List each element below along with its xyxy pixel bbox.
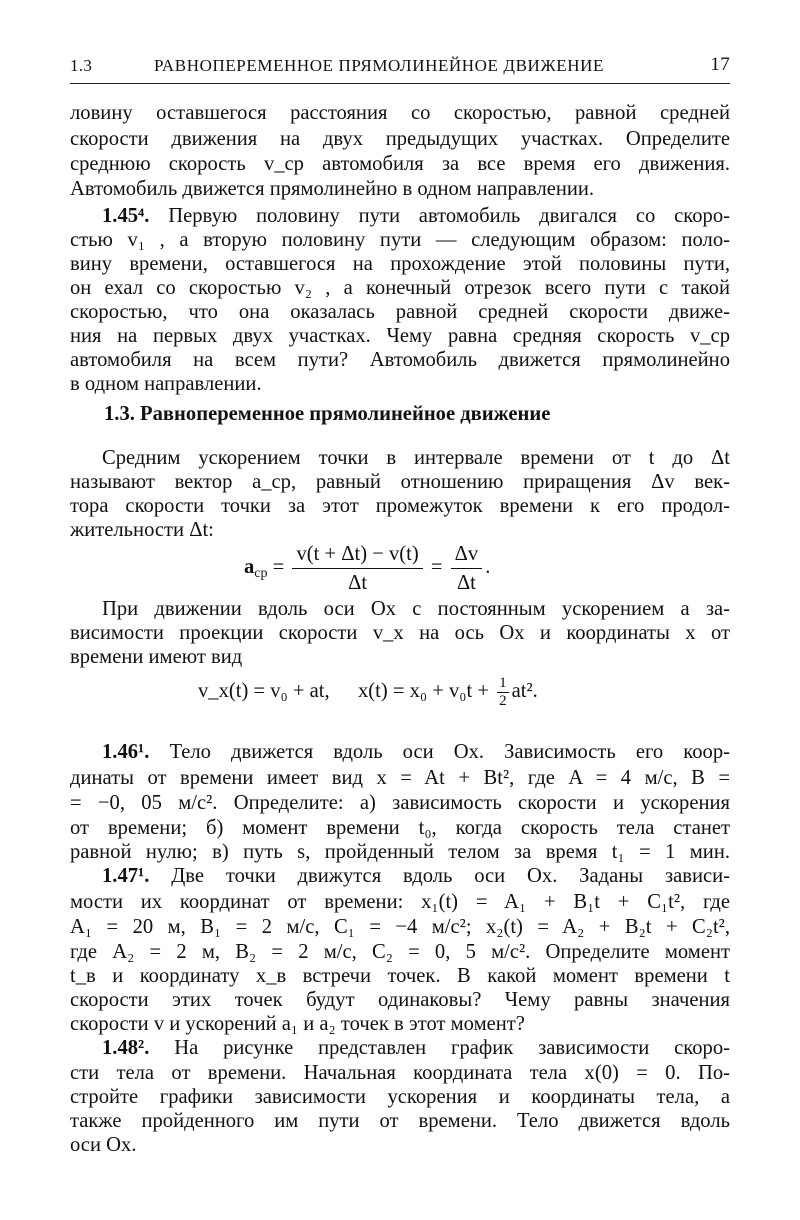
fraction-numerator: 1	[499, 675, 507, 691]
text-line: = −0, 05 м/с². Определите: а) зависимость скорости и ускорения	[70, 792, 730, 814]
text-line: стройте графики зависимости ускорения и координаты тела, а	[70, 1086, 730, 1108]
average-acceleration-formula	[244, 540, 490, 597]
problem-text: Первую половину пути автомобиль двигался со скоро-	[168, 205, 730, 227]
text-line: жительности Δt:	[70, 519, 214, 541]
text-line: скорости v и ускорений a₁ и a₂ точек в этот момент?	[70, 1013, 525, 1035]
text-line: сти тела от времени. Начальная координата тела x(0) = 0. По-	[70, 1062, 730, 1084]
problem-number: 1.46¹.	[102, 741, 150, 763]
fraction-denominator: Δt	[456, 572, 476, 594]
problem-1-47-first-line	[102, 864, 730, 888]
period: .	[485, 556, 491, 579]
fraction	[292, 540, 422, 597]
problem-text: Две точки движутся вдоль оси Ox. Заданы зависи-	[171, 865, 730, 887]
text-line: в одном направлении.	[70, 373, 262, 395]
text-line: A₁ = 20 м, B₁ = 2 м/с, C₁ = −4 м/с²; x₂(t) = A₂ + B₂t + C₂t²,	[70, 916, 730, 938]
equals-sign: =	[272, 556, 285, 579]
text-line: динаты от времени имеет вид x = At + Bt², где A = 4 м/с, B =	[70, 767, 730, 789]
text-line: висимости проекции скорости v_x на ось Ox и координаты x от	[70, 622, 730, 644]
text-line: Автомобиль движется прямолинейно в одном направлении.	[70, 178, 595, 200]
header-section-number: 1.3	[70, 56, 93, 75]
text-line: скорости движения на двух предыдущих участках. Определите	[70, 128, 730, 150]
problem-text: На рисунке представлен график зависимости скоро-	[174, 1037, 731, 1059]
kinematics-formula	[198, 675, 538, 710]
text-line: ловину оставшегося расстояния со скоростью, равной средней	[70, 102, 730, 124]
fraction	[451, 540, 483, 597]
header-section-title: РАВНОПЕРЕМЕННОЕ ПРЯМОЛИНЕЙНОЕ ДВИЖЕНИЕ	[154, 56, 604, 75]
problem-1-45-first-line	[102, 204, 730, 228]
text-line: равной нулю; в) путь s, пройденный телом за время t₁ = 1 мин.	[70, 841, 730, 863]
text-line: скорости этих точек будут одинаковы? Чему равны значения	[70, 989, 730, 1011]
text-line: При движении вдоль оси Ox с постоянным ускорением a за-	[102, 598, 730, 620]
fraction-numerator: Δv	[451, 540, 483, 569]
running-header	[70, 56, 730, 82]
text-line: тора скорости точки за этот промежуток времени к его продол-	[70, 495, 730, 517]
fraction-denominator: 2	[499, 693, 507, 709]
problem-number: 1.45⁴.	[102, 205, 150, 227]
formula-lhs: a	[244, 556, 255, 579]
half-fraction	[497, 675, 509, 710]
text-line: от времени; б) момент времени t₀, когда скорость тела станет	[70, 817, 730, 839]
text-line: стью v₁ , а вторую половину пути — следующим образом: поло-	[70, 229, 730, 251]
fraction-denominator: Δt	[348, 572, 368, 594]
text-line: t_в и координату x_в встречи точек. В какой момент времени t	[70, 965, 730, 987]
text-line: среднюю скорость v_ср автомобиля за все время его движения.	[70, 153, 730, 175]
text-line: вину времени, оставшегося на прохождение этой половины пути,	[70, 253, 730, 275]
equals-sign: =	[430, 556, 443, 579]
text-line: скоростью, что она оказалась равной средней скорости движе-	[70, 301, 730, 323]
text-line: Средним ускорением точки в интервале времени от t до Δt	[102, 447, 730, 469]
text-line: автомобиля на всем пути? Автомобиль движется прямолинейно	[70, 349, 730, 371]
problem-number: 1.47¹.	[102, 865, 150, 887]
text-line: также пройденного им пути от времени. Тело движется вдоль	[70, 1110, 730, 1132]
header-rule	[70, 83, 730, 84]
velocity-equation: v_x(t) = v₀ + at,	[198, 680, 330, 703]
text-line: времени имеют вид	[70, 646, 243, 668]
text-line: он ехал со скоростью v₂ , а конечный отрезок всего пути с такой	[70, 277, 730, 299]
text-line: называют вектор a_ср, равный отношению приращения Δv век-	[70, 471, 730, 493]
text-line: мости их координат от времени: x₁(t) = A₁ + B₁t + C₁t², где	[70, 891, 730, 913]
page-number: 17	[710, 54, 730, 75]
formula-lhs-subscript: ср	[254, 566, 268, 582]
section-heading: 1.3. Равнопеременное прямолинейное движение	[104, 403, 551, 425]
problem-text: Тело движется вдоль оси Ox. Зависимость его коор-	[169, 741, 730, 763]
fraction-numerator: v(t + Δt) − v(t)	[292, 540, 422, 569]
coordinate-equation-tail: at².	[511, 680, 538, 703]
problem-1-46-first-line	[102, 740, 730, 764]
text-line: где A₂ = 2 м, B₂ = 2 м/с, C₂ = 0, 5 м/с². Определите момент	[70, 941, 730, 963]
text-line: ния на первых двух участках. Чему равна средняя скорость v_ср	[70, 325, 730, 347]
problem-number: 1.48².	[102, 1037, 150, 1059]
coordinate-equation: x(t) = x₀ + v₀t +	[357, 680, 489, 703]
problem-1-48-first-line	[102, 1036, 730, 1060]
text-line: оси Ox.	[70, 1134, 137, 1156]
